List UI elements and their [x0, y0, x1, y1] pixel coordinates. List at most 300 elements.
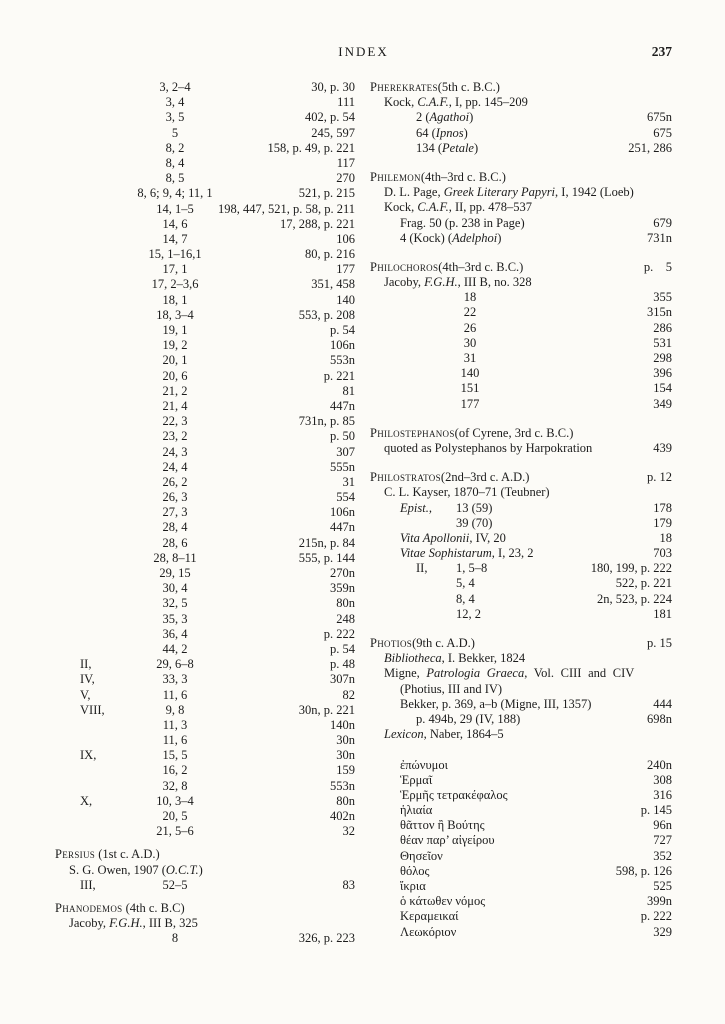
index-entry	[55, 581, 355, 596]
index-entry	[370, 531, 672, 546]
entry-reference: 26, 2	[162, 474, 188, 489]
entry-reference: 18, 1	[162, 292, 188, 307]
entry-pages: 727	[653, 833, 672, 848]
entry-pages: 307n	[330, 672, 355, 687]
entry-pages: 439	[653, 440, 672, 455]
index-entry	[55, 672, 355, 687]
heading-pages: p. 15	[647, 636, 672, 650]
index-entry	[55, 277, 355, 292]
entry-pages: 30n, p. 221	[298, 702, 355, 717]
entry-pages: 30n	[336, 748, 355, 763]
entry-pages: 31	[342, 474, 355, 489]
index-heading	[370, 80, 672, 95]
index-entry	[55, 536, 355, 551]
index-entry	[370, 879, 672, 894]
entry-text: Kock, C.A.F., II, pp. 478–537	[384, 200, 533, 215]
entry-text: Migne, Patrologia Graeca, Vol. CIII and CIV	[384, 666, 635, 681]
entry-pages: 553n	[330, 353, 355, 368]
entry-text: Vita Apollonii, IV, 20	[400, 530, 506, 545]
entry-reference: 32, 8	[162, 778, 188, 793]
entry-pages: p. 222	[640, 909, 672, 924]
heading-name: Photios	[370, 636, 413, 650]
entry-reference: 17, 1	[162, 262, 188, 277]
entry-section: X,	[80, 793, 93, 808]
entry-pages: 32	[342, 824, 355, 839]
index-entry	[55, 308, 355, 323]
index-entry	[55, 110, 355, 125]
index-source-line	[55, 863, 355, 878]
index-entry	[55, 551, 355, 566]
entry-pages: 140n	[330, 717, 355, 732]
index-entry	[370, 561, 672, 576]
index-entry	[55, 878, 355, 893]
entry-pages: 106n	[330, 338, 355, 353]
heading-qualifier: (9th c. A.D.)	[412, 636, 475, 650]
entry-reference: 14, 6	[162, 216, 188, 231]
entry-pages: 17, 288, p. 221	[280, 216, 355, 231]
entry-reference: 8, 5	[165, 171, 185, 186]
index-block	[370, 170, 672, 246]
entry-text: D. L. Page, Greek Literary Papyri, I, 1942 (Loeb)	[384, 185, 634, 200]
entry-pages: 30n	[336, 733, 355, 748]
entry-reference: 8, 6; 9, 4; 11, 1	[137, 186, 213, 201]
index-source-line	[370, 200, 672, 215]
index-entry	[370, 788, 672, 803]
index-entry	[370, 141, 672, 156]
heading-name: Persius	[55, 847, 96, 862]
index-heading	[370, 170, 672, 185]
entry-reference: 10, 3–4	[156, 793, 194, 808]
entry-text: Frag. 50 (p. 238 in Page)	[400, 215, 525, 230]
index-entry	[55, 657, 355, 672]
entry-section: IV,	[80, 672, 95, 687]
index-entry	[55, 369, 355, 384]
entry-pages: 298	[653, 351, 672, 365]
entry-pages: 2n, 523, p. 224	[597, 591, 672, 606]
entry-reference: 21, 5–6	[156, 824, 194, 839]
entry-pages: 248	[336, 611, 355, 626]
index-heading	[370, 470, 672, 485]
entry-pages: 679	[653, 215, 672, 230]
index-entry	[55, 688, 355, 703]
index-entry	[55, 429, 355, 444]
entry-pages: 447n	[330, 398, 355, 413]
entry-pages: p. 48	[330, 657, 355, 672]
entry-reference: 36, 4	[162, 626, 188, 641]
entry-pages: 553, p. 208	[298, 307, 355, 322]
index-entry	[370, 712, 672, 727]
entry-reference: 30	[463, 335, 477, 350]
entry-reference: 29, 15	[159, 566, 191, 580]
entry-reference: 24, 4	[162, 459, 188, 474]
index-entry	[55, 399, 355, 414]
entry-pages: 553n	[330, 778, 355, 793]
entry-pages: p. 54	[330, 323, 355, 337]
heading-pages: p. 5	[643, 259, 672, 274]
entry-reference: 5	[171, 125, 179, 140]
entry-text: C. L. Kayser, 1870–71 (Teubner)	[384, 485, 550, 500]
index-heading	[370, 426, 672, 441]
entry-text: ἐπώνυμοι	[400, 757, 448, 772]
entry-pages: 140	[336, 292, 355, 307]
entry-text: Ἑρμαῖ	[400, 772, 433, 787]
entry-text: Kock, C.A.F., I, pp. 145–209	[384, 95, 528, 110]
entry-pages: 355	[653, 290, 672, 305]
entry-reference: 177	[460, 396, 480, 411]
entry-reference: 3, 2–4	[159, 80, 191, 94]
index-entry	[370, 501, 672, 516]
index-entry	[370, 441, 672, 456]
entry-reference: 35, 3	[162, 611, 188, 626]
entry-text: Bekker, p. 369, a–b (Migne, III, 1357)	[400, 696, 592, 711]
entry-reference: 26, 3	[162, 490, 188, 505]
index-entry	[55, 566, 355, 581]
entry-pages: 111	[337, 95, 355, 110]
entry-reference: 28, 4	[162, 520, 188, 535]
entry-pages: 80n	[336, 793, 355, 808]
index-source-line	[370, 682, 672, 697]
entry-reference: 8	[171, 931, 179, 946]
entry-reference: 8, 4	[165, 155, 185, 170]
entry-reference: 140	[460, 366, 480, 381]
entry-pages: 316	[653, 787, 672, 802]
index-entry	[55, 703, 355, 718]
entry-pages: 326, p. 223	[298, 931, 355, 946]
index-entry	[370, 305, 672, 320]
index-entry	[55, 460, 355, 475]
entry-reference: 11, 3	[162, 717, 188, 732]
entry-text: 64 (Ipnos)	[416, 125, 468, 140]
entry-pages: 159	[336, 763, 355, 778]
index-entry	[55, 520, 355, 535]
index-source-line	[370, 727, 672, 742]
entry-text: Κεραμεικαί	[400, 909, 459, 924]
entry-reference: 21, 2	[162, 383, 188, 398]
index-entry	[370, 397, 672, 412]
index-entry	[370, 592, 672, 607]
entry-pages: 30, p. 30	[311, 80, 355, 94]
entry-pages: p. 50	[330, 429, 355, 444]
entry-text: ἡλιαία	[400, 803, 433, 818]
index-entry	[55, 718, 355, 733]
index-block	[370, 470, 672, 622]
index-heading	[370, 260, 672, 275]
entry-pages: 402n	[330, 809, 355, 823]
index-source-line	[370, 95, 672, 110]
entry-pages: 270n	[330, 566, 355, 580]
index-entry	[370, 864, 672, 879]
entry-reference: 52–5	[162, 877, 188, 892]
heading-qualifier: (2nd–3rd c. A.D.)	[440, 470, 530, 485]
index-entry	[55, 186, 355, 201]
index-entry	[370, 216, 672, 231]
entry-pages: 215n, p. 84	[298, 535, 355, 550]
entry-pages: 351, 458	[311, 277, 355, 292]
entry-reference: 8, 2	[165, 140, 185, 155]
page-header	[55, 44, 672, 60]
entry-pages: 179	[653, 515, 672, 530]
entry-pages: 531	[653, 335, 672, 350]
index-entry	[55, 809, 355, 824]
entry-pages: 675n	[647, 110, 672, 125]
index-heading	[370, 636, 672, 651]
entry-pages: 329	[653, 924, 672, 939]
entry-text: Vitae Sophistarum, I, 23, 2	[400, 546, 534, 561]
index-entry	[55, 156, 355, 171]
index-entry	[55, 733, 355, 748]
entry-text: θέαν παρ’ αἰγείρου	[400, 833, 495, 848]
heading-qualifier: (4th c. B.C)	[122, 900, 185, 915]
entry-pages: 180, 199, p. 222	[590, 561, 672, 576]
index-source-line	[370, 666, 672, 681]
entry-reference: 23, 2	[162, 429, 188, 444]
entry-reference: 15, 5	[162, 748, 188, 763]
index-block	[370, 636, 672, 940]
index-source-line	[370, 185, 672, 200]
entry-pages: 731n	[647, 230, 672, 245]
index-source-line	[370, 485, 672, 500]
entry-pages: 352	[653, 848, 672, 863]
entry-pages: 18	[659, 530, 672, 545]
column-gap	[55, 893, 355, 901]
index-entry	[370, 697, 672, 712]
index-entry	[370, 894, 672, 909]
index-entry	[370, 366, 672, 381]
entry-pages: 402, p. 54	[305, 110, 355, 125]
entry-pages: 81	[342, 383, 355, 398]
index-entry	[55, 414, 355, 429]
entry-pages: 106	[336, 231, 355, 246]
entry-text: 2 (Agathoi)	[416, 110, 474, 125]
entry-section: II,	[80, 657, 92, 672]
entry-reference: 22	[463, 305, 477, 320]
index-block	[370, 80, 672, 156]
entry-pages: 525	[653, 879, 672, 893]
index-entry	[55, 262, 355, 277]
entry-reference: 22, 3	[162, 414, 188, 429]
entry-text: Θησεῖον	[400, 848, 443, 863]
index-entry	[55, 247, 355, 262]
index-heading	[55, 901, 355, 916]
entry-reference: 27, 3	[162, 505, 188, 520]
entry-pages: 522, p. 221	[615, 576, 672, 591]
index-entry	[370, 803, 672, 818]
index-entry	[55, 95, 355, 110]
entry-pages: 117	[336, 155, 355, 170]
entry-reference: 29, 6–8	[156, 657, 194, 672]
index-source-line	[370, 651, 672, 666]
entry-reference: 17, 2–3,6	[151, 277, 199, 292]
entry-pages: 554	[336, 490, 355, 505]
entry-reference: 30, 4	[162, 581, 188, 596]
index-entry	[370, 925, 672, 940]
entry-text: Jacoby, F.G.H., III B, no. 328	[384, 275, 532, 290]
entry-reference: 21, 4	[162, 398, 188, 413]
heading-qualifier: (4th–3rd c. B.C.)	[438, 259, 524, 274]
index-entry	[370, 773, 672, 788]
index-entry	[370, 381, 672, 396]
entry-pages: p. 221	[323, 368, 355, 383]
entry-pages: 598, p. 126	[615, 863, 672, 878]
heading-qualifier: (of Cyrene, 3rd c. B.C.)	[454, 425, 574, 440]
entry-reference: 11, 6	[162, 687, 188, 702]
left-column	[55, 80, 355, 947]
entry-pages: 703	[653, 546, 672, 561]
entry-reference: 19, 1	[162, 323, 188, 337]
entry-reference: 15, 1–16,1	[148, 247, 202, 262]
index-source-line	[370, 275, 672, 290]
index-entry	[370, 758, 672, 773]
entry-pages: 349	[653, 396, 672, 411]
index-entry	[55, 794, 355, 809]
entry-pages: 396	[653, 366, 672, 381]
entry-pages: 731n, p. 85	[298, 414, 355, 429]
entry-pages: 521, p. 215	[298, 186, 355, 201]
entry-reference: 1, 5–8	[456, 561, 488, 576]
entry-reference: 14, 7	[162, 231, 188, 246]
heading-name: Philochoros	[370, 259, 439, 274]
index-entry	[370, 818, 672, 833]
entry-pages: p. 145	[640, 803, 672, 818]
index-heading	[55, 847, 355, 862]
index-entry	[55, 202, 355, 217]
index-entry	[55, 217, 355, 232]
entry-pages: 555n	[330, 459, 355, 474]
index-entry	[370, 336, 672, 351]
entry-pages: 198, 447, 521, p. 58, p. 211	[217, 201, 355, 216]
index-entry	[55, 141, 355, 156]
entry-text: θᾶττον ἢ Βούτης	[400, 818, 485, 833]
entry-pages: 286	[653, 320, 672, 335]
entry-text: Lexicon, Naber, 1864–5	[384, 727, 504, 742]
index-entry	[370, 516, 672, 531]
entry-reference: 26	[463, 320, 477, 335]
heading-qualifier: (4th–3rd c. B.C.)	[420, 169, 506, 184]
entry-section: IX,	[80, 748, 97, 763]
entry-pages: 80, p. 216	[305, 247, 355, 262]
entry-reference: 13 (59)	[456, 500, 493, 515]
heading-name: Philemon	[370, 169, 421, 184]
block-gap	[370, 742, 672, 757]
entry-section: VIII,	[80, 702, 105, 717]
running-title: INDEX	[338, 44, 389, 59]
index-entry	[55, 824, 355, 839]
index-entry	[55, 445, 355, 460]
index-entry	[370, 576, 672, 591]
entry-pages: 359n	[330, 581, 355, 596]
entry-pages: 308	[653, 772, 672, 787]
index-entry	[55, 80, 355, 95]
entry-pages: 675	[653, 125, 672, 140]
entry-pages: 80n	[336, 596, 355, 611]
source-text: Jacoby, F.G.H., III B, 325	[69, 916, 198, 931]
entry-pages: 106n	[330, 505, 355, 520]
index-entry	[55, 779, 355, 794]
index-entry	[55, 763, 355, 778]
entry-pages: 251, 286	[628, 140, 672, 155]
index-entry	[370, 909, 672, 924]
page-number: 237	[651, 44, 672, 59]
source-text: S. G. Owen, 1907 (O.C.T.)	[69, 862, 203, 877]
index-entry	[55, 505, 355, 520]
entry-text: Epist.,	[400, 500, 432, 515]
entry-text: Ἑρμῆς τετρακέφαλος	[400, 787, 508, 802]
entry-pages: 178	[653, 500, 672, 515]
entry-pages: 270	[336, 171, 355, 186]
entry-reference: 3, 4	[165, 95, 185, 110]
index-entry	[55, 931, 355, 946]
entry-pages: 83	[342, 877, 355, 892]
index-entry	[370, 290, 672, 305]
entry-reference: 18, 3–4	[156, 307, 194, 322]
index-entry	[55, 293, 355, 308]
entry-reference: 31	[463, 351, 477, 365]
entry-text: ὁ κάτωθεν νόμος	[400, 894, 486, 909]
heading-name: Philostephanos	[370, 425, 455, 440]
entry-reference: 14, 1–5	[156, 201, 194, 216]
index-entry	[55, 384, 355, 399]
entry-pages: 181	[653, 606, 672, 621]
index-entry	[370, 110, 672, 125]
index-entry	[370, 126, 672, 141]
index-entry	[370, 607, 672, 622]
entry-text: II,	[416, 561, 428, 576]
entry-reference: 9, 8	[165, 702, 185, 717]
heading-qualifier: (1st c. A.D.)	[95, 847, 160, 862]
entry-text: ἴκρια	[400, 879, 426, 893]
entry-pages: 154	[653, 381, 672, 396]
entry-pages: 555, p. 144	[298, 550, 355, 565]
entry-pages: 177	[336, 262, 355, 277]
index-entry	[55, 338, 355, 353]
entry-pages: p. 54	[330, 641, 355, 656]
entry-text: p. 494b, 29 (IV, 188)	[416, 711, 521, 726]
entry-text: Λεωκόριον	[400, 924, 457, 939]
heading-name: Phanodemos	[55, 900, 123, 915]
index-block	[370, 260, 672, 412]
index-entry	[370, 833, 672, 848]
entry-reference: 20, 1	[162, 353, 188, 368]
entry-reference: 151	[460, 381, 480, 396]
entry-reference: 20, 6	[162, 368, 188, 383]
heading-qualifier: (5th c. B.C.)	[437, 80, 500, 94]
column-gap	[55, 839, 355, 847]
index-entry	[55, 596, 355, 611]
entry-text: 134 (Petale)	[416, 140, 479, 155]
entry-pages: p. 222	[323, 626, 355, 641]
entry-text: quoted as Polystephanos by Harpokration	[384, 440, 593, 455]
entry-pages: 82	[342, 687, 355, 702]
index-entry	[55, 232, 355, 247]
index-entry	[370, 546, 672, 561]
entry-reference: 32, 5	[162, 596, 188, 611]
entry-reference: 20, 5	[162, 809, 188, 823]
index-entry	[55, 642, 355, 657]
entry-pages: 315n	[647, 305, 672, 320]
index-entry	[370, 321, 672, 336]
entry-text: Bibliotheca, I. Bekker, 1824	[384, 651, 526, 666]
index-entry	[55, 475, 355, 490]
entry-pages: 447n	[330, 520, 355, 535]
entry-section: V,	[80, 687, 91, 702]
entry-reference: 16, 2	[162, 763, 188, 778]
index-entry	[370, 231, 672, 246]
entry-reference: 39 (70)	[456, 515, 493, 530]
heading-pages: p. 12	[647, 470, 672, 485]
entry-reference: 11, 6	[162, 733, 188, 748]
entry-reference: 12, 2	[456, 606, 481, 621]
index-entry	[55, 748, 355, 763]
